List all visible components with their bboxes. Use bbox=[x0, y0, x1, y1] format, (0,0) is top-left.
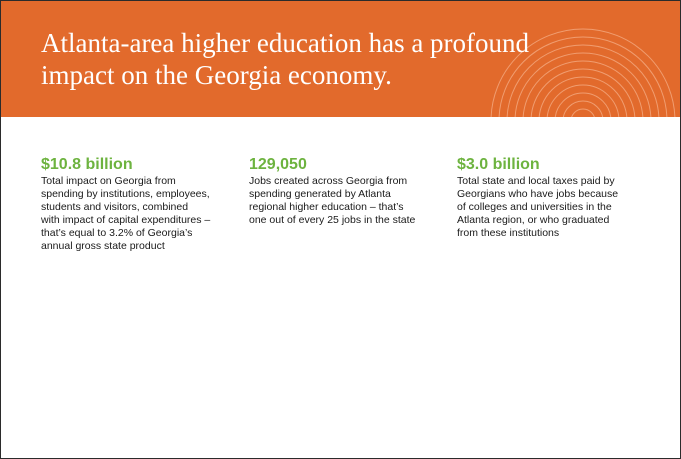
stat-jobs-created bbox=[249, 155, 444, 227]
stat-taxes-paid bbox=[457, 155, 657, 240]
stat-value: $10.8 billion bbox=[41, 156, 133, 173]
stat-total-impact bbox=[41, 155, 241, 253]
stat-description: Total state and local taxes paid by Georgians who have jobs because of colleges and universities in the Atlanta region, or who graduated from these institutions bbox=[457, 175, 619, 239]
stat-description: Total impact on Georgia from spending by institutions, employees, students and visitors, combined with impact of capital expenditures – that’s equal to 3.2% of Georgia’s annual gross state product bbox=[41, 175, 211, 252]
header-banner bbox=[1, 1, 680, 117]
headline: Atlanta-area higher education has a profound impact on the Georgia economy. bbox=[41, 28, 530, 90]
stat-value: $3.0 billion bbox=[457, 156, 540, 173]
stat-description: Jobs created across Georgia from spending generated by Atlanta regional higher education – that’s one out of every 25 jobs in the state bbox=[249, 175, 416, 226]
stat-value: 129,050 bbox=[249, 156, 307, 173]
